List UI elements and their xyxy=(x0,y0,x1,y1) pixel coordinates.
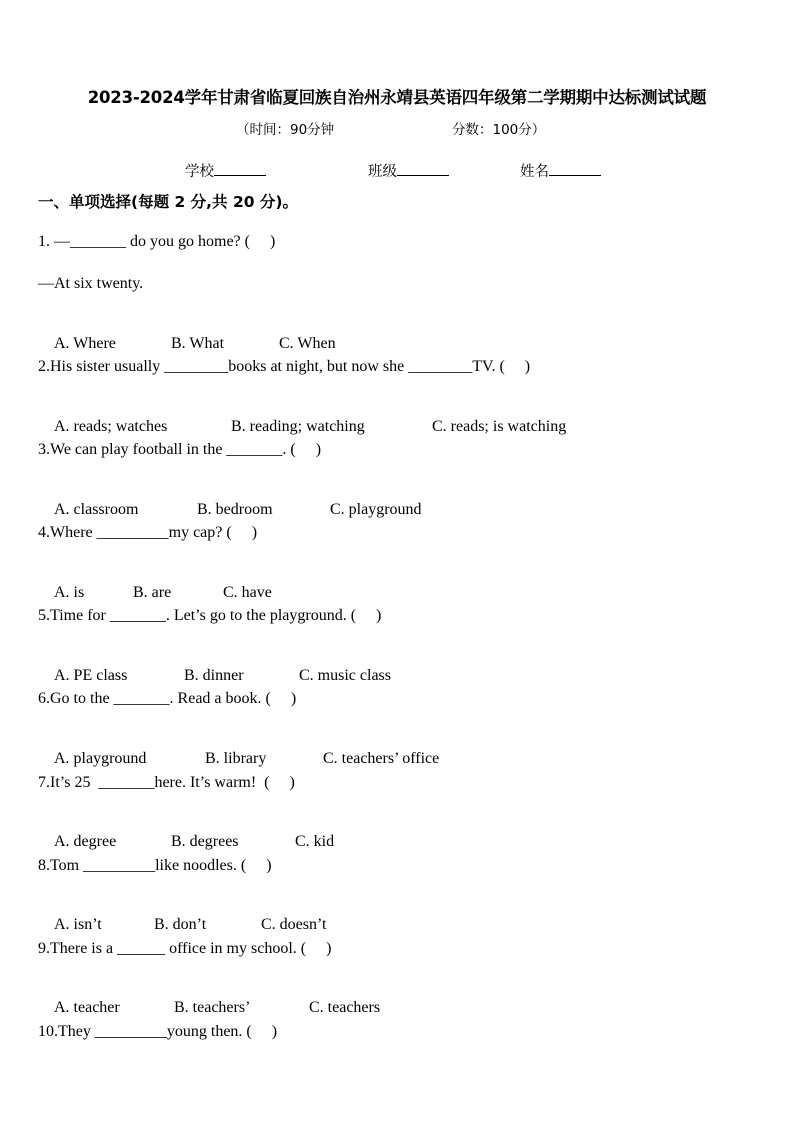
option-a: A. PE class xyxy=(54,667,128,684)
class-field xyxy=(368,160,449,181)
option-b: B. teachers’ xyxy=(174,999,251,1016)
question-stem: 4.Where _________my cap? ( ) xyxy=(38,524,258,541)
option-a: A. Where xyxy=(54,335,116,352)
question-stem: 1. —_______ do you go home? ( ) xyxy=(38,233,276,250)
option-a: A. classroom xyxy=(54,501,139,518)
option-c: C. kid xyxy=(295,833,335,850)
name-field xyxy=(520,160,601,181)
option-c: C. playground xyxy=(330,501,422,518)
section-heading: 一、单项选择(每题 2 分,共 20 分)。 xyxy=(38,193,298,211)
name-blank xyxy=(549,162,601,176)
question-stem: 10.They _________young then. ( ) xyxy=(38,1023,278,1040)
question-stem: 5.Time for _______. Let’s go to the playground. ( ) xyxy=(38,607,382,624)
option-b: B. degrees xyxy=(171,833,239,850)
name-label: 姓名 xyxy=(520,164,549,180)
question-stem: 8.Tom _________like noodles. ( ) xyxy=(38,857,272,874)
option-c: C. teachers’ office xyxy=(323,750,440,767)
option-b: B. dinner xyxy=(184,667,244,684)
option-a: A. degree xyxy=(54,833,117,850)
option-a: A. reads; watches xyxy=(54,418,168,435)
option-b: B. library xyxy=(205,750,267,767)
option-b: B. don’t xyxy=(154,916,207,933)
question-stem: 2.His sister usually ________books at night, but now she ________TV. ( ) xyxy=(38,358,531,375)
question-stem: 7.It’s 25 _______here. It’s warm! ( ) xyxy=(38,774,295,791)
option-a: A. teacher xyxy=(54,999,120,1016)
option-c: C. When xyxy=(279,335,336,352)
exam-time: （时间：90分钟 xyxy=(236,122,335,138)
option-b: B. What xyxy=(171,335,225,352)
class-blank xyxy=(397,162,449,176)
question-stem: 6.Go to the _______. Read a book. ( ) xyxy=(38,690,297,707)
option-b: B. reading; watching xyxy=(231,418,365,435)
option-c: C. teachers xyxy=(309,999,381,1016)
class-label: 班级 xyxy=(368,164,397,180)
option-b: B. are xyxy=(133,584,172,601)
option-b: B. bedroom xyxy=(197,501,273,518)
option-c: C. doesn’t xyxy=(261,916,327,933)
exam-title: 2023-2024学年甘肃省临夏回族自治州永靖县英语四年级第二学期期中达标测试试题 xyxy=(87,88,707,107)
exam-score: 分数：100分） xyxy=(452,122,546,138)
option-c: C. have xyxy=(223,584,272,601)
question-answer-line: —At six twenty. xyxy=(38,275,144,292)
option-a: A. is xyxy=(54,584,85,601)
school-label: 学校 xyxy=(185,164,214,180)
question-stem: 3.We can play football in the _______. ( ) xyxy=(38,441,322,458)
option-a: A. isn’t xyxy=(54,916,102,933)
school-blank xyxy=(214,162,266,176)
option-c: C. music class xyxy=(299,667,391,684)
question-stem: 9.There is a ______ office in my school. ( ) xyxy=(38,940,332,957)
option-c: C. reads; is watching xyxy=(432,418,567,435)
option-a: A. playground xyxy=(54,750,147,767)
school-field xyxy=(185,160,266,181)
